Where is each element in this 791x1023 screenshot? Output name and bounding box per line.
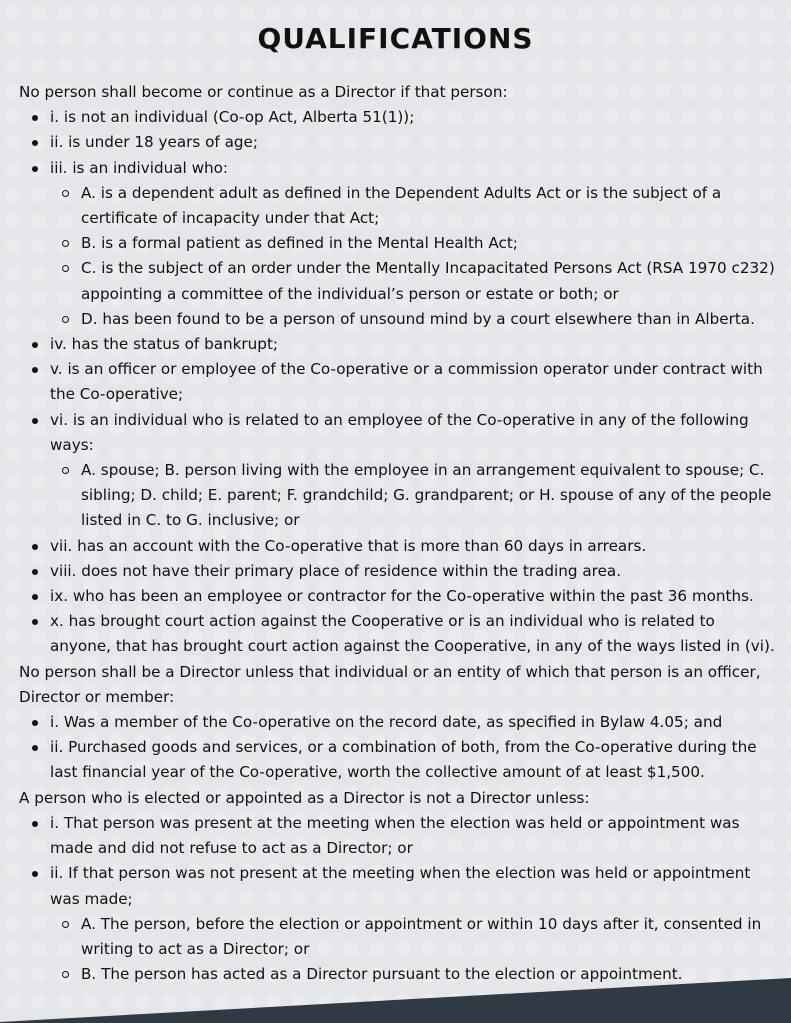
bullet-list	[19, 710, 779, 786]
list-item: v. is an officer or employee of the Co-operative or a commission operator under contract with the Co-operative;	[19, 357, 779, 407]
qualifications-content	[19, 80, 779, 987]
footer-band-shape	[0, 978, 791, 1023]
sub-list-item: A. spouse; B. person living with the employee in an arrangement equivalent to spouse; C. sibling; D. child; E. parent; F. grandchild; G. grandparent; or H. spouse of any of the people listed in C. to G. inclusive; or	[50, 458, 779, 534]
sub-bullet-list	[50, 181, 779, 332]
list-item: ii. is under 18 years of age;	[19, 130, 779, 155]
section-intro: No person shall be a Director unless that individual or an entity of which that person is an officer, Director or member:	[19, 662, 761, 706]
list-item	[19, 408, 779, 534]
sub-list-item: C. is the subject of an order under the Mentally Incapacitated Persons Act (RSA 1970 c232) appointing a committee of the individual’s person or estate or both; or	[50, 256, 779, 306]
list-item: ii. Purchased goods and services, or a combination of both, from the Co-operative during the last financial year of the Co-operative, worth the collective amount of at least $1,500.	[19, 735, 779, 785]
section-intro: A person who is elected or appointed as a Director is not a Director unless:	[19, 788, 590, 807]
list-item-text: iii. is an individual who:	[50, 158, 229, 177]
sub-list-item: B. is a formal patient as defined in the Mental Health Act;	[50, 231, 779, 256]
list-item: i. That person was present at the meeting when the election was held or appointment was made and did not refuse to act as a Director; or	[19, 811, 779, 861]
list-item	[19, 156, 779, 332]
section-intro: No person shall become or continue as a Director if that person:	[19, 83, 508, 101]
list-item: ix. who has been an employee or contractor for the Co-operative within the past 36 months.	[19, 584, 779, 609]
bullet-list	[19, 105, 779, 659]
page-title: QUALIFICATIONS	[257, 22, 534, 55]
list-item: i. Was a member of the Co-operative on the record date, as specified in Bylaw 4.05; and	[19, 710, 779, 735]
sub-list-item: A. The person, before the election or appointment or within 10 days after it, consented in writing to act as a Director; or	[50, 912, 779, 962]
sub-list-item: B. The person has acted as a Director pursuant to the election or appointment.	[50, 962, 779, 987]
footer-band	[0, 970, 791, 1023]
sub-bullet-list	[50, 458, 779, 534]
bullet-list	[19, 811, 779, 987]
list-item: iv. has the status of bankrupt;	[19, 332, 779, 357]
list-item: i. is not an individual (Co-op Act, Alberta 51(1));	[19, 105, 779, 130]
list-item	[19, 861, 779, 987]
list-item: viii. does not have their primary place of residence within the trading area.	[19, 559, 779, 584]
list-item: vii. has an account with the Co-operative that is more than 60 days in arrears.	[19, 534, 779, 559]
list-item-text: vi. is an individual who is related to an employee of the Co-operative in any of the following ways:	[50, 410, 749, 454]
list-item-text: ii. If that person was not present at the meeting when the election was held or appointment was made;	[50, 864, 751, 908]
sub-list-item: D. has been found to be a person of unsound mind by a court elsewhere than in Alberta.	[50, 307, 779, 332]
sub-list-item: A. is a dependent adult as defined in the Dependent Adults Act or is the subject of a certificate of incapacity under that Act;	[50, 181, 779, 231]
list-item: x. has brought court action against the Cooperative or is an individual who is related to anyone, that has brought court action against the Cooperative, in any of the ways listed in (vi).	[19, 609, 779, 659]
